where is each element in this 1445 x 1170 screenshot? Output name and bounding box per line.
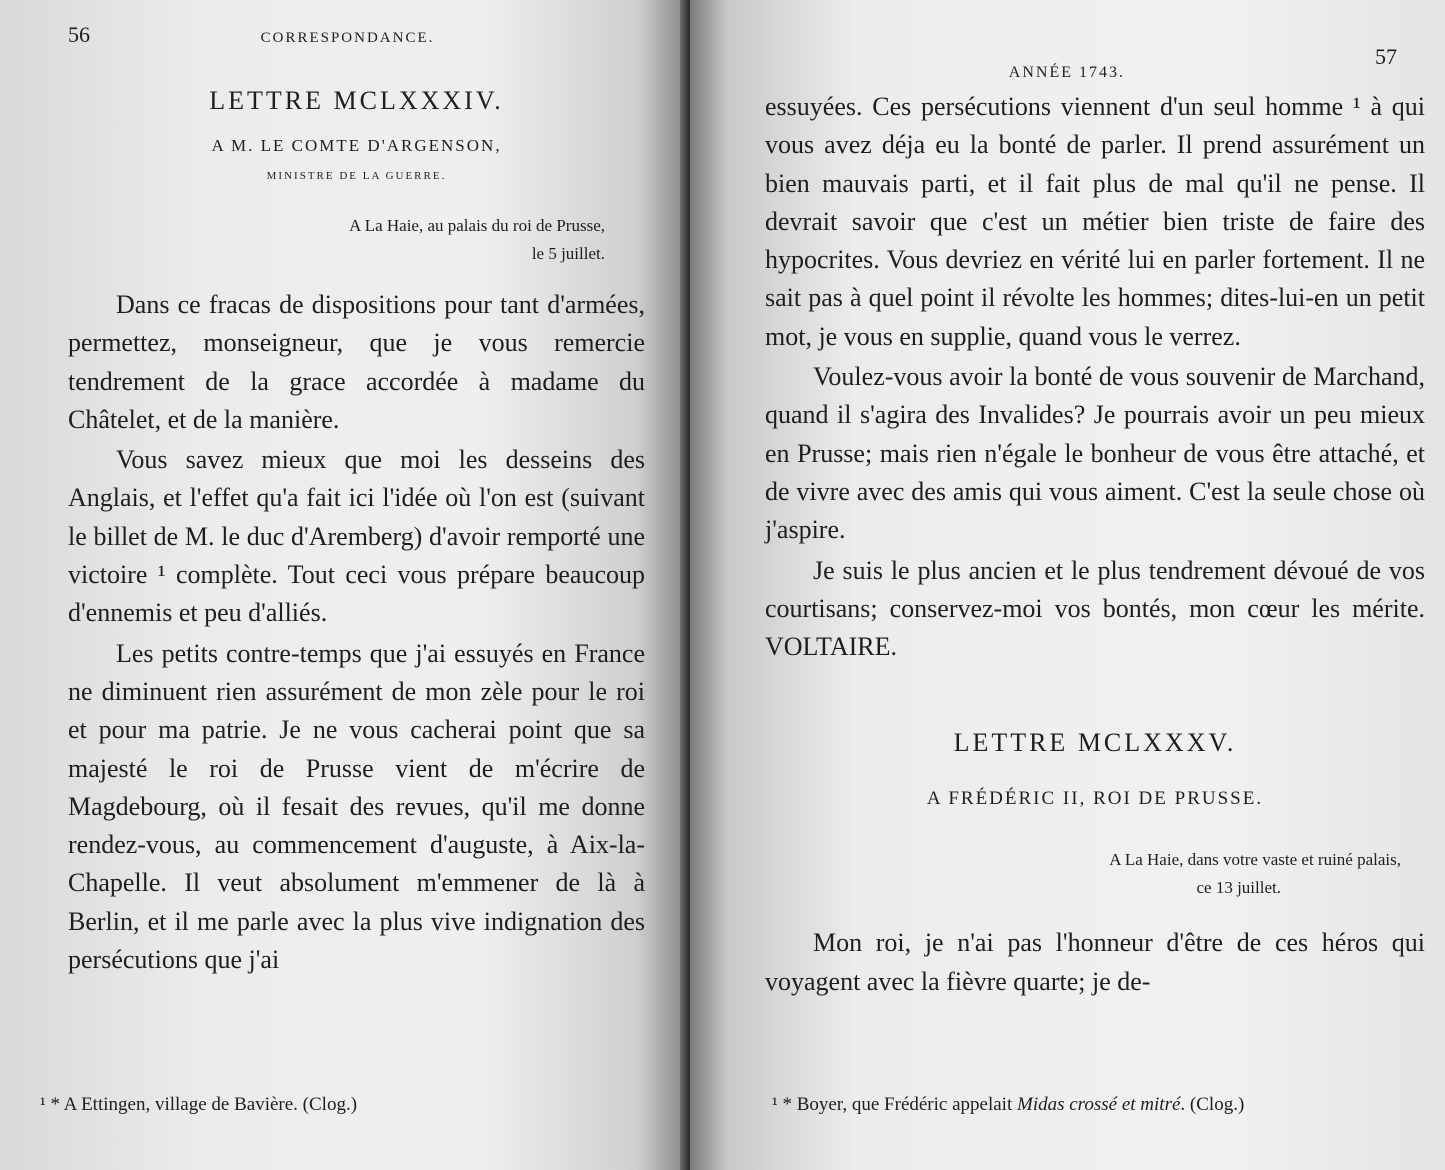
dateline-date: le 5 juillet.	[531, 244, 605, 263]
footnote-italic: Midas crossé et mitré	[1017, 1094, 1181, 1115]
addressee: A M. LE COMTE D'ARGENSON,	[211, 136, 502, 155]
running-head-year: ANNÉE 1743.	[1008, 64, 1125, 81]
page-number: 57	[1375, 44, 1397, 69]
dateline-place: A La Haie, dans votre vaste et ruiné palais,	[1109, 850, 1401, 870]
paragraph: Je suis le plus ancien et le plus tendrement dévoué de vos courtisans; conservez-moi vos bontés, mon cœur les mérite. VOLTAIRE.	[765, 555, 1425, 662]
page-number: 56	[68, 22, 90, 47]
letter-body	[765, 88, 1425, 666]
addressee: A FRÉDÉRIC II, ROI DE PRUSSE.	[926, 788, 1264, 810]
footnote-text: ¹ * Boyer, que Frédéric appelait	[772, 1094, 1017, 1115]
letter-title: LETTRE MCLXXXIV.	[209, 86, 504, 115]
left-page	[0, 0, 685, 1170]
addressee-title: MINISTRE DE LA GUERRE.	[266, 170, 447, 182]
letter-body	[765, 924, 1425, 1001]
dateline	[765, 846, 1401, 902]
footnote-source: . (Clog.)	[1180, 1094, 1245, 1115]
footnote	[772, 1092, 1244, 1118]
paragraph: Mon roi, je n'ai pas l'honneur d'être de ces héros qui voyagent avec la fièvre quarte; je de-	[765, 928, 1425, 996]
paragraph: Dans ce fracas de dispositions pour tant d'armées, permettez, monseigneur, que je vous remercie tendrement de la grace accordée à madame du Châtelet, et de la manière.	[68, 290, 645, 434]
paragraph: Vous savez mieux que moi les desseins des Anglais, et l'effet qu'a fait ici l'idée où l'on est (suivant le billet de M. le duc d'Aremberg) d'avoir remporté une victoire ¹ complète. Tout ceci vous prépare beaucoup d'ennemis et peu d'alliés.	[68, 445, 645, 628]
dateline-date: ce 13 juillet.	[1196, 878, 1281, 898]
running-head-title: CORRESPONDANCE.	[260, 30, 435, 46]
letter-title: LETTRE MCLXXXV.	[953, 728, 1237, 758]
dateline	[68, 212, 605, 268]
dateline-place: A La Haie, au palais du roi de Prusse,	[349, 216, 605, 235]
right-page	[690, 0, 1445, 1170]
letter-body	[68, 286, 645, 979]
running-head	[68, 22, 645, 48]
paragraph: Les petits contre-temps que j'ai essuyés en France ne diminuent rien assurément de mon zèle pour le roi et pour ma patrie. Je ne vous cacherai point que sa majesté le roi de Prusse vient de m'écrire de Magdebourg, où il fesait des revues, qu'il me donne rendez-vous, au commencement d'auguste, à Aix-la-Chapelle. Il veut absolument m'emmener de là à Berlin, et il me parle avec la plus vive indignation des persécutions que j'ai	[68, 638, 645, 975]
paragraph: essuyées. Ces persécutions viennent d'un seul homme ¹ à qui vous avez déja eu la bonté de parler. Il prend assurément un bien mauvais parti, et il fait plus de mal qu'il ne pense. Il devrait savoir que c'est un métier bien triste de faire des hypocrites. Vous devriez en vérité lui en parler fortement. Il ne sait pas à quel point il révolte les hommes; dites-lui-en un petit mot, je vous en supplie, quand vous le verrez.	[765, 92, 1425, 351]
footnote: ¹ * A Ettingen, village de Bavière. (Clog.)	[40, 1094, 358, 1115]
paragraph: Voulez-vous avoir la bonté de vous souvenir de Marchand, quand il s'agira des Invalides? Je pourrais avoir un peu mieux en Prusse; mais rien n'égale le bonheur de vous être attaché, et de vivre avec des amis qui vous aiment. C'est la seule chose où j'aspire.	[765, 362, 1425, 545]
